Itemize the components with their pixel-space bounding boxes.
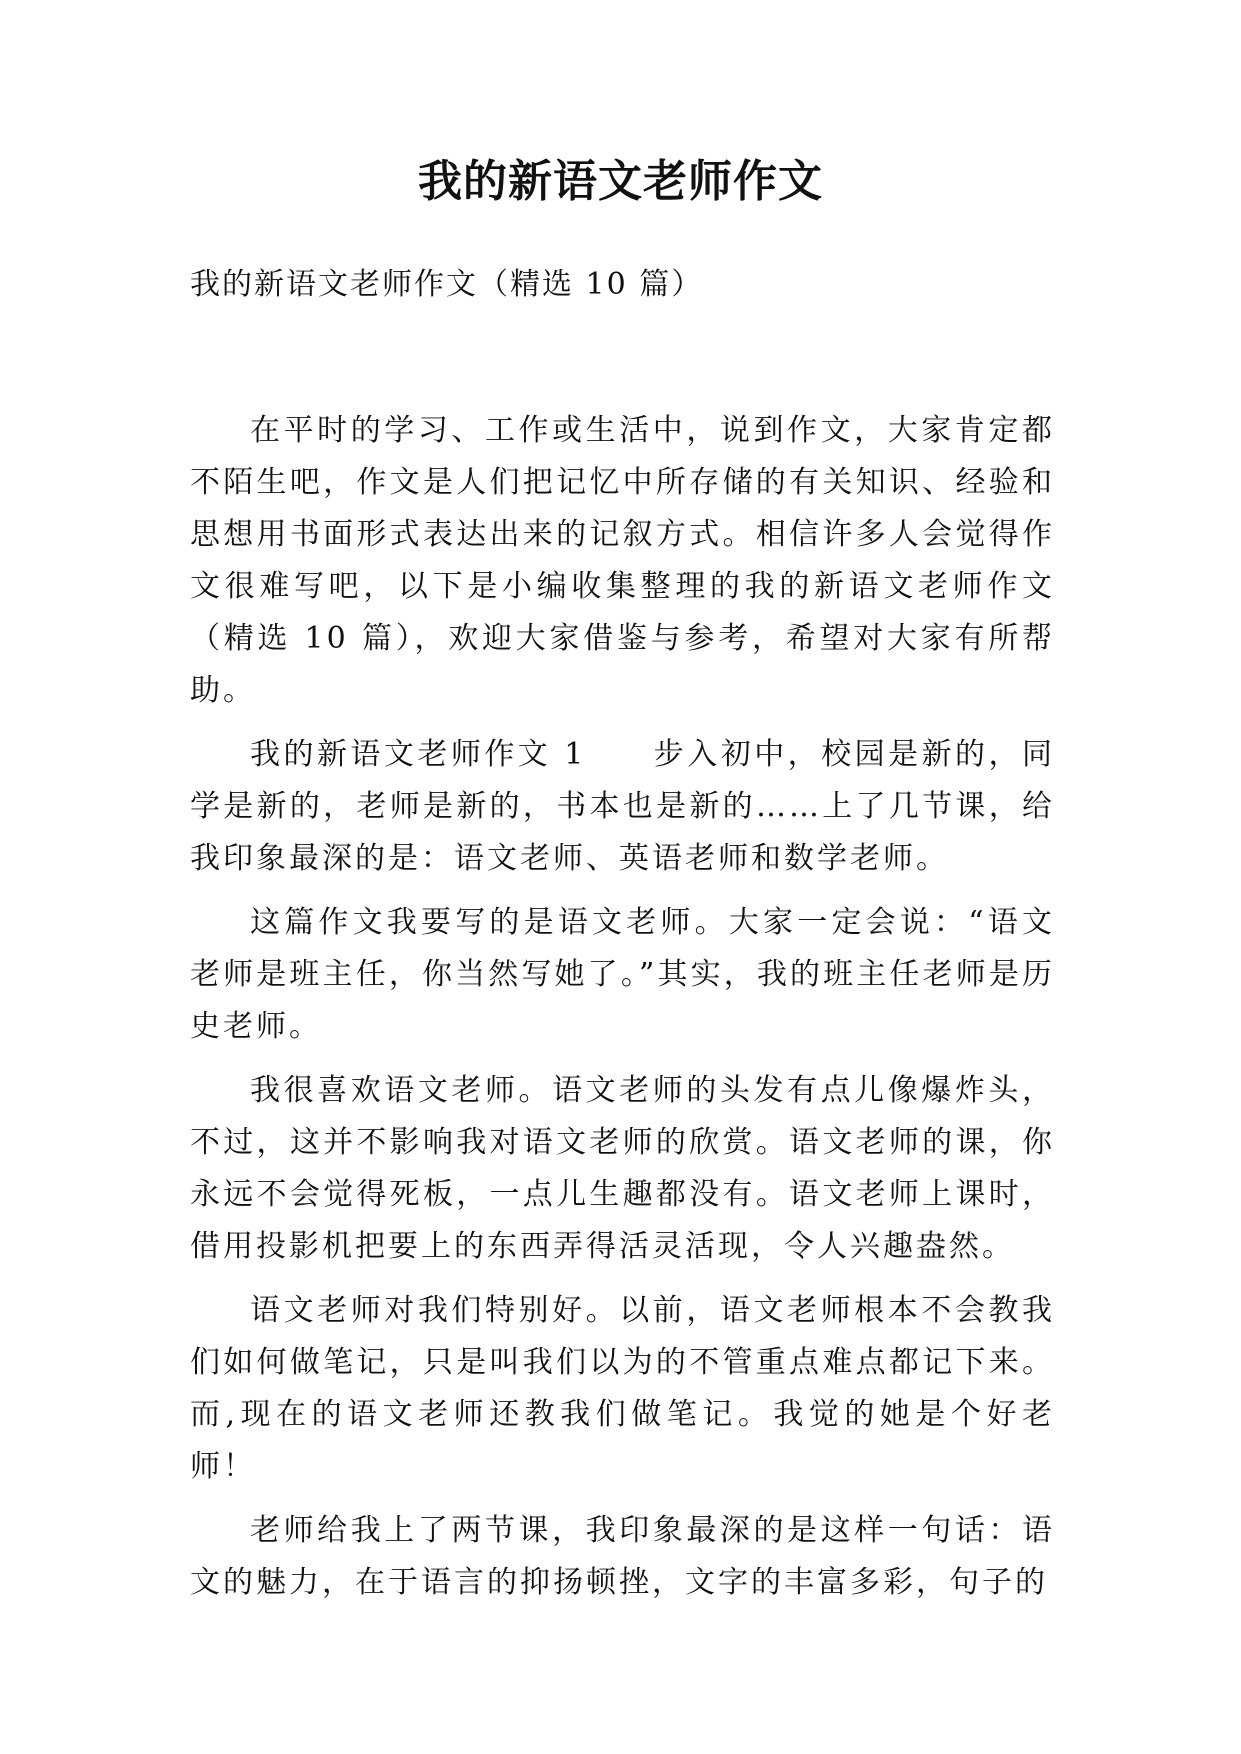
paragraph: 我很喜欢语文老师。语文老师的头发有点儿像爆炸头，不过，这并不影响我对语文老师的欣赏。语文老师的课，你永远不会觉得死板，一点儿生趣都没有。语文老师上课时，借用投影机把要上的东西弄得活灵活现，令人兴趣盎然。	[190, 1073, 1055, 1264]
document-body	[190, 405, 1055, 1621]
document-subtitle: 我的新语文老师作文（精选 10 篇）	[190, 267, 704, 302]
paragraph: 这篇作文我要写的是语文老师。大家一定会说：“语文老师是班主任，你当然写她了。”其实，我的班主任老师是历史老师。	[190, 905, 1055, 1044]
paragraph: 我的新语文老师作文 1 步入初中，校园是新的，同学是新的，老师是新的，书本也是新的……上了几节课，给我印象最深的是：语文老师、英语老师和数学老师。	[190, 737, 1055, 876]
paragraph: 老师给我上了两节课，我印象最深的是这样一句话：语文的魅力，在于语言的抑扬顿挫，文字的丰富多彩，句子的	[190, 1513, 1055, 1600]
paragraph: 语文老师对我们特别好。以前，语文老师根本不会教我们如何做笔记，只是叫我们以为的不管重点难点都记下来。而,现在的语文老师还教我们做笔记。我觉的她是个好老师！	[190, 1293, 1055, 1484]
page-title: 我的新语文老师作文	[418, 156, 823, 207]
paragraph-intro: 在平时的学习、工作或生活中，说到作文，大家肯定都不陌生吧，作文是人们把记忆中所存储的有关知识、经验和思想用书面形式表达出来的记叙方式。相信许多人会觉得作文很难写吧，以下是小编收集整理的我的新语文老师作文（精选 10 篇），欢迎大家借鉴与参考，希望对大家有所帮助。	[190, 413, 1055, 708]
